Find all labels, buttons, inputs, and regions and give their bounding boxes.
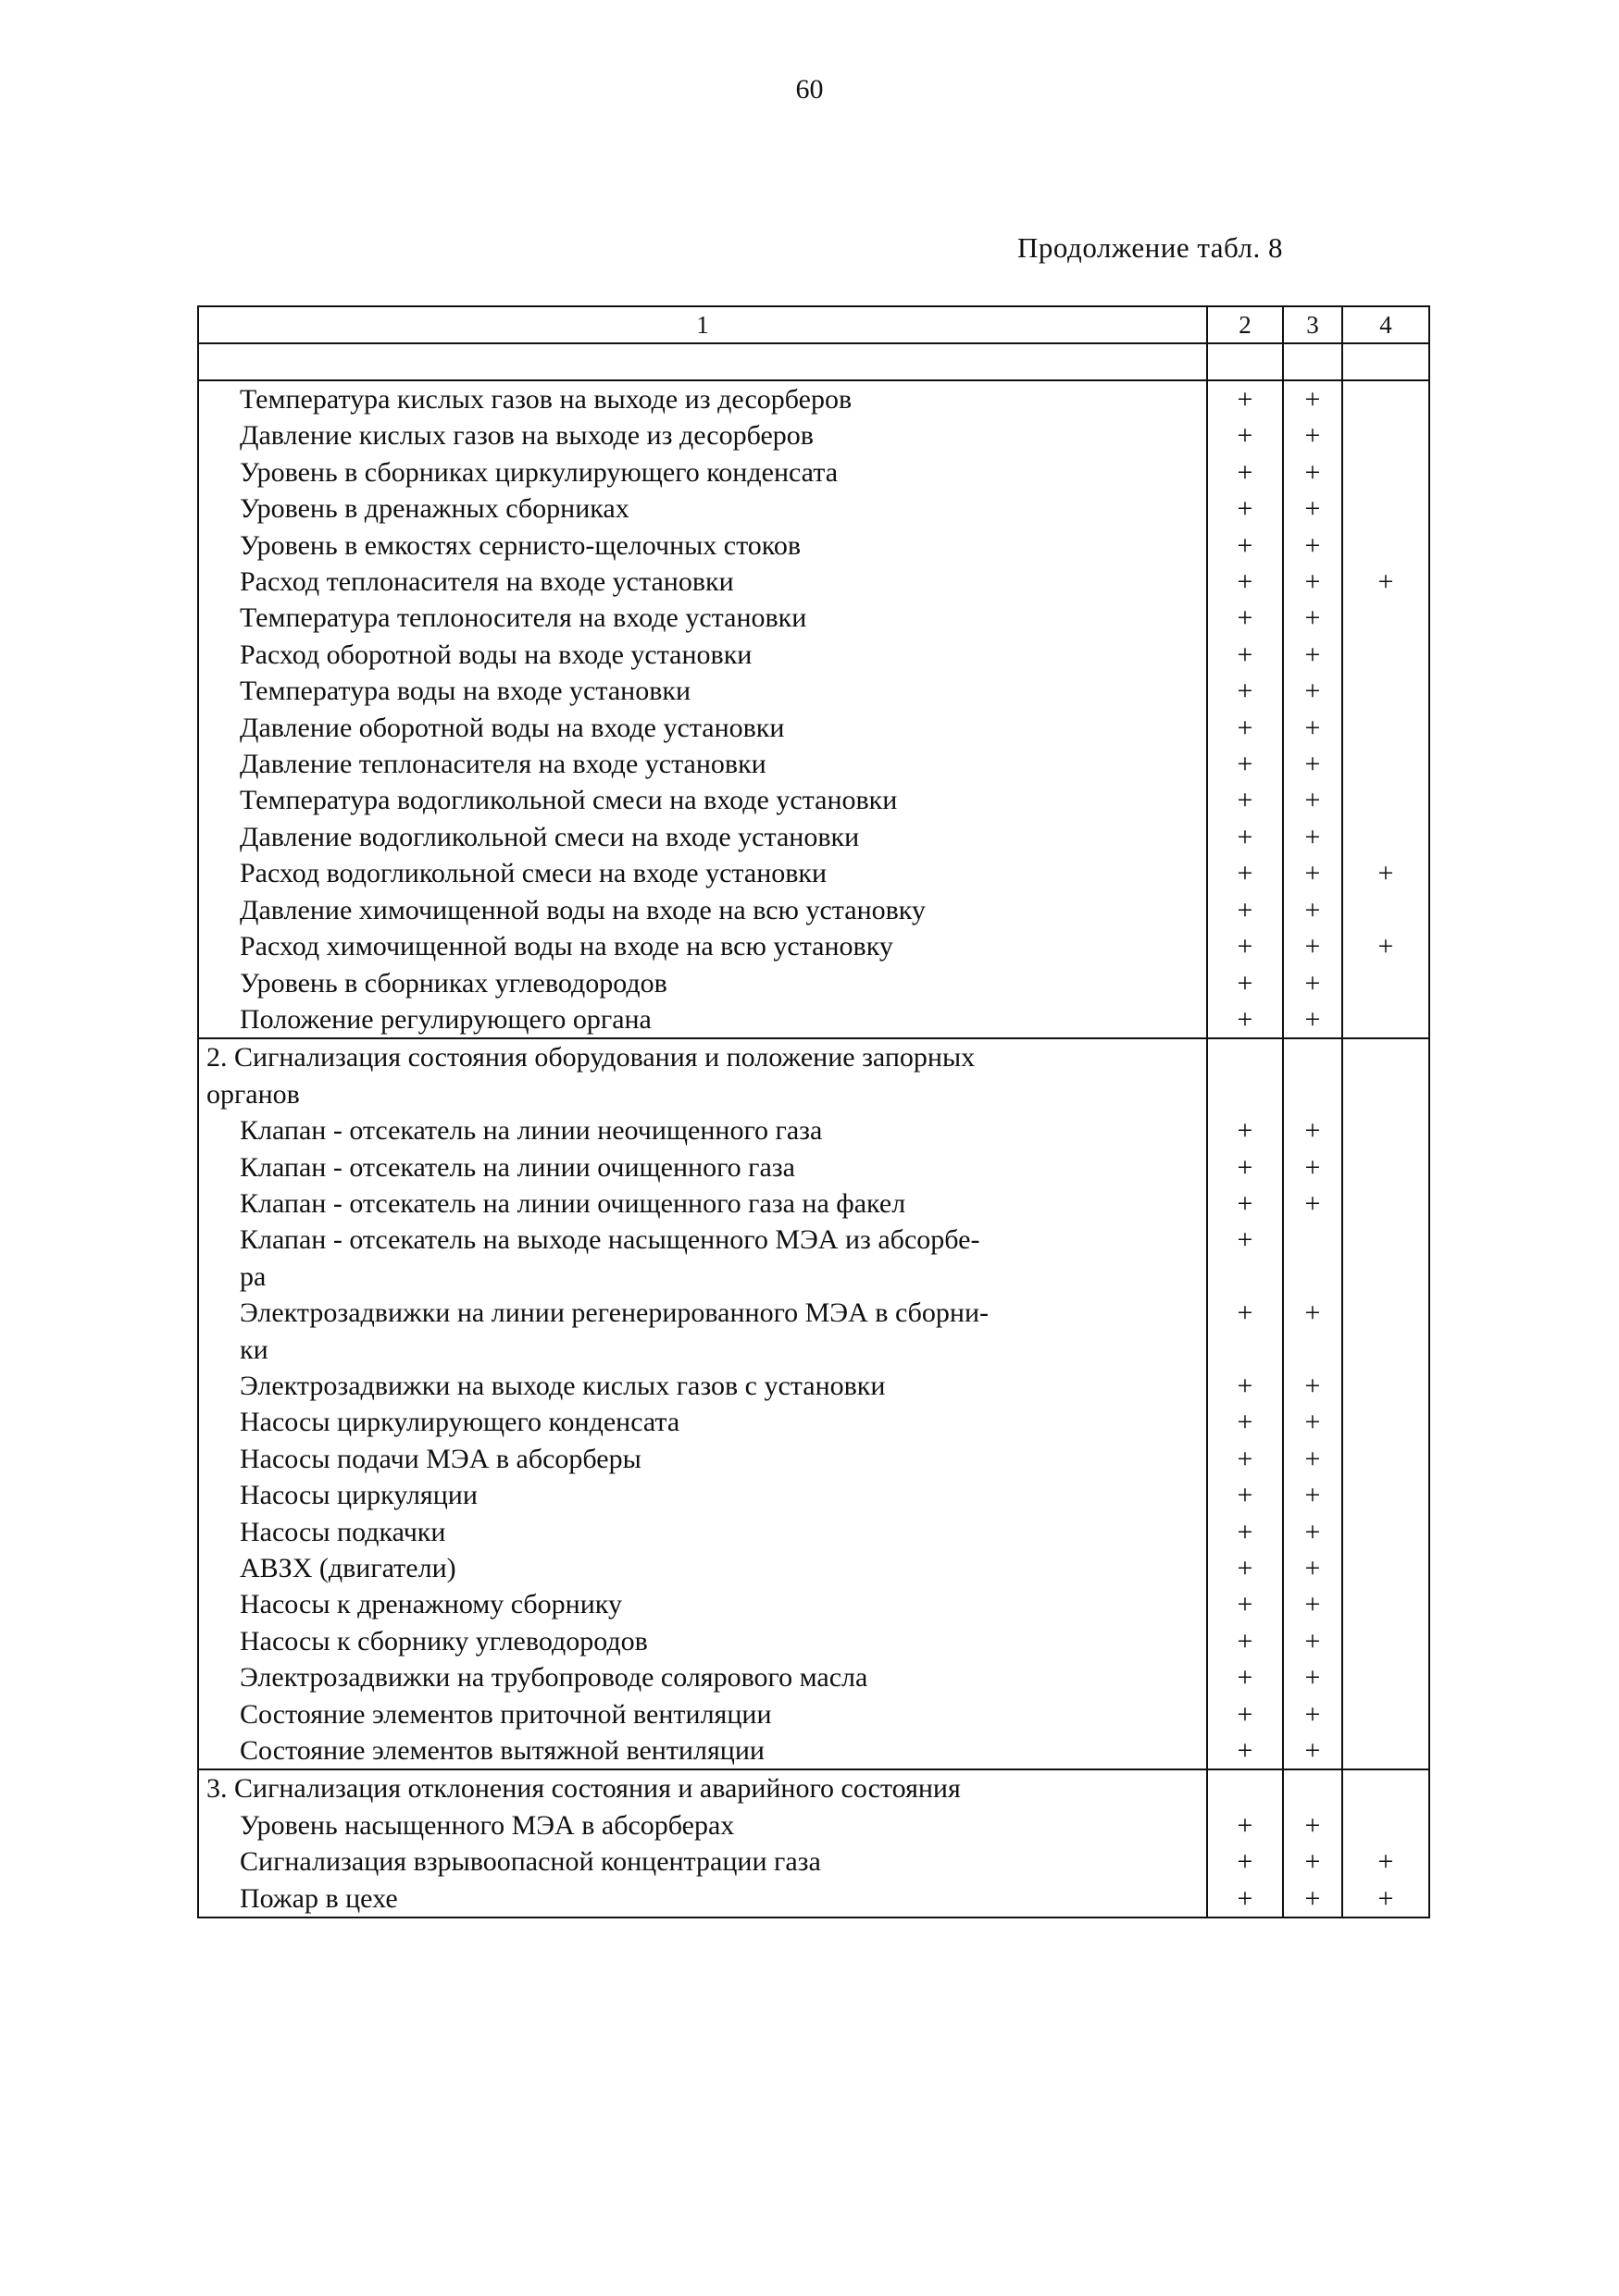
mark-col-2: + — [1207, 710, 1283, 746]
section-title: 3. Сигнализация отклонения состояния и аварийного состояния — [198, 1769, 1207, 1806]
mark-col-3: + — [1283, 673, 1342, 709]
mark-col-2: + — [1207, 1659, 1283, 1695]
mark-col-2: + — [1207, 637, 1283, 673]
mark-col-3: + — [1283, 417, 1342, 453]
parameter-name: Насосы к дренажному сборнику — [198, 1586, 1207, 1622]
mark-col-4 — [1342, 1001, 1429, 1038]
table-row — [198, 1441, 1429, 1477]
mark-col-3: + — [1283, 1477, 1342, 1513]
empty-cell — [1283, 1038, 1342, 1075]
parameter-name: Насосы подкачки — [198, 1514, 1207, 1550]
mark-col-3: + — [1283, 855, 1342, 891]
mark-col-3: + — [1283, 490, 1342, 527]
parameter-name: Уровень в дренажных сборниках — [198, 490, 1207, 527]
parameter-name: Уровень в сборниках углеводородов — [198, 965, 1207, 1001]
mark-col-3: + — [1283, 600, 1342, 636]
parameter-name: Давление химочищенной воды на входе на всю установку — [198, 892, 1207, 928]
parameter-name: Сигнализация взрывоопасной концентрации газа — [198, 1843, 1207, 1880]
mark-col-3: + — [1283, 1807, 1342, 1843]
mark-col-3: + — [1283, 527, 1342, 564]
parameter-name: Электрозадвижки на выходе кислых газов с установки — [198, 1368, 1207, 1404]
mark-col-3 — [1283, 1222, 1342, 1258]
mark-col-3: + — [1283, 564, 1342, 600]
header-row — [198, 306, 1429, 343]
table-row — [198, 1843, 1429, 1880]
table-row — [198, 637, 1429, 673]
table-row-continuation — [198, 1332, 1429, 1368]
mark-col-2: + — [1207, 1441, 1283, 1477]
mark-col-2: + — [1207, 965, 1283, 1001]
mark-col-4 — [1342, 1623, 1429, 1659]
table-row — [198, 564, 1429, 600]
empty-cell — [1342, 1038, 1429, 1075]
parameter-name: Насосы к сборнику углеводородов — [198, 1623, 1207, 1659]
mark-col-3: + — [1283, 892, 1342, 928]
mark-col-4 — [1342, 1732, 1429, 1769]
mark-col-4 — [1342, 454, 1429, 490]
mark-col-3: + — [1283, 1514, 1342, 1550]
table-row — [198, 892, 1429, 928]
mark-col-2: + — [1207, 1185, 1283, 1222]
section-title: 2. Сигнализация состояния оборудования и положение запорных — [198, 1038, 1207, 1075]
table-row — [198, 600, 1429, 636]
parameter-name: Клапан - отсекатель на линии очищенного газа на факел — [198, 1185, 1207, 1222]
mark-col-4 — [1342, 1404, 1429, 1440]
table-row — [198, 380, 1429, 417]
empty-cell — [1207, 1769, 1283, 1806]
blank-cell — [1207, 343, 1283, 380]
blank-row — [198, 343, 1429, 380]
table-row — [198, 1404, 1429, 1440]
mark-col-3: + — [1283, 746, 1342, 782]
table-row — [198, 782, 1429, 818]
parameter-name-continuation: ки — [198, 1332, 1207, 1368]
table-row — [198, 673, 1429, 709]
blank-cell — [1342, 343, 1429, 380]
mark-col-2: + — [1207, 1295, 1283, 1331]
parameter-name: Уровень насыщенного МЭА в абсорберах — [198, 1807, 1207, 1843]
empty-cell — [1283, 1259, 1342, 1295]
parameters-table — [197, 305, 1430, 1918]
mark-col-4 — [1342, 1222, 1429, 1258]
mark-col-2: + — [1207, 454, 1283, 490]
mark-col-2: + — [1207, 417, 1283, 453]
parameter-name: Состояние элементов вытяжной вентиляции — [198, 1732, 1207, 1769]
empty-cell — [1283, 1076, 1342, 1112]
table-row-continuation — [198, 1259, 1429, 1295]
table-row — [198, 1001, 1429, 1038]
table-row — [198, 417, 1429, 453]
parameter-name: Клапан - отсекатель на линии очищенного газа — [198, 1149, 1207, 1185]
table-row — [198, 1514, 1429, 1550]
mark-col-4 — [1342, 600, 1429, 636]
table-row — [198, 1623, 1429, 1659]
parameter-name: Давление водогликольной смеси на входе установки — [198, 819, 1207, 855]
table-row — [198, 1149, 1429, 1185]
mark-col-3: + — [1283, 1623, 1342, 1659]
mark-col-4 — [1342, 710, 1429, 746]
mark-col-2: + — [1207, 1623, 1283, 1659]
table-caption: Продолжение табл. 8 — [1017, 231, 1283, 264]
table-row — [198, 1368, 1429, 1404]
parameter-name: Положение регулирующего органа — [198, 1001, 1207, 1038]
parameter-name: Расход водогликольной смеси на входе установки — [198, 855, 1207, 891]
mark-col-3: + — [1283, 1441, 1342, 1477]
table-row — [198, 1222, 1429, 1258]
mark-col-4 — [1342, 1185, 1429, 1222]
parameter-name: Насосы циркулирующего конденсата — [198, 1404, 1207, 1440]
mark-col-2: + — [1207, 855, 1283, 891]
mark-col-2: + — [1207, 1843, 1283, 1880]
parameter-name: Клапан - отсекатель на линии неочищенного газа — [198, 1112, 1207, 1148]
mark-col-2: + — [1207, 1514, 1283, 1550]
blank-cell — [1283, 343, 1342, 380]
table-row — [198, 1112, 1429, 1148]
parameter-name: Клапан - отсекатель на выходе насыщенного МЭА из абсорбе- — [198, 1222, 1207, 1258]
mark-col-4 — [1342, 1441, 1429, 1477]
parameter-name: Температура теплоносителя на входе установки — [198, 600, 1207, 636]
parameter-name: Электрозадвижки на трубопроводе солярового масла — [198, 1659, 1207, 1695]
mark-col-2: + — [1207, 1732, 1283, 1769]
empty-cell — [1283, 1332, 1342, 1368]
mark-col-2: + — [1207, 1112, 1283, 1148]
page-number: 60 — [795, 74, 824, 105]
mark-col-2: + — [1207, 1404, 1283, 1440]
parameter-name: Давление кислых газов на выходе из десорберов — [198, 417, 1207, 453]
mark-col-2: + — [1207, 1586, 1283, 1622]
mark-col-3: + — [1283, 819, 1342, 855]
parameter-name: Насосы подачи МЭА в абсорберы — [198, 1441, 1207, 1477]
mark-col-4 — [1342, 1550, 1429, 1586]
empty-cell — [1342, 1076, 1429, 1112]
mark-col-4: + — [1342, 928, 1429, 964]
parameter-name: Уровень в сборниках циркулирующего конденсата — [198, 454, 1207, 490]
parameter-name: Уровень в емкостях сернисто-щелочных стоков — [198, 527, 1207, 564]
mark-col-2: + — [1207, 1001, 1283, 1038]
mark-col-2: + — [1207, 1222, 1283, 1258]
mark-col-4 — [1342, 637, 1429, 673]
parameter-name-continuation: ра — [198, 1259, 1207, 1295]
table-row — [198, 527, 1429, 564]
mark-col-4 — [1342, 1659, 1429, 1695]
mark-col-4: + — [1342, 855, 1429, 891]
mark-col-4 — [1342, 673, 1429, 709]
mark-col-4 — [1342, 490, 1429, 527]
mark-col-2: + — [1207, 746, 1283, 782]
mark-col-4 — [1342, 782, 1429, 818]
mark-col-2: + — [1207, 1696, 1283, 1732]
mark-col-2: + — [1207, 1149, 1283, 1185]
mark-col-4 — [1342, 1696, 1429, 1732]
parameter-name: Температура водогликольной смеси на входе установки — [198, 782, 1207, 818]
mark-col-2: + — [1207, 892, 1283, 928]
mark-col-3: + — [1283, 1404, 1342, 1440]
table-row — [198, 1477, 1429, 1513]
table-row — [198, 1659, 1429, 1695]
mark-col-4 — [1342, 1477, 1429, 1513]
mark-col-2: + — [1207, 1368, 1283, 1404]
mark-col-4 — [1342, 1586, 1429, 1622]
empty-cell — [1207, 1259, 1283, 1295]
parameter-name: Расход теплонасителя на входе установки — [198, 564, 1207, 600]
mark-col-3: + — [1283, 454, 1342, 490]
parameter-name: Давление оборотной воды на входе установки — [198, 710, 1207, 746]
blank-cell — [198, 343, 1207, 380]
table-row — [198, 1807, 1429, 1843]
mark-col-4 — [1342, 819, 1429, 855]
mark-col-3: + — [1283, 1368, 1342, 1404]
empty-cell — [1342, 1769, 1429, 1806]
mark-col-2: + — [1207, 1477, 1283, 1513]
mark-col-3: + — [1283, 1295, 1342, 1331]
mark-col-3: + — [1283, 965, 1342, 1001]
section-title: органов — [198, 1076, 1207, 1112]
mark-col-4 — [1342, 1807, 1429, 1843]
parameter-name: АВЗХ (двигатели) — [198, 1550, 1207, 1586]
empty-cell — [1342, 1332, 1429, 1368]
mark-col-2: + — [1207, 782, 1283, 818]
mark-col-2: + — [1207, 380, 1283, 417]
mark-col-2: + — [1207, 928, 1283, 964]
mark-col-3: + — [1283, 1880, 1342, 1917]
mark-col-3: + — [1283, 710, 1342, 746]
mark-col-3: + — [1283, 1185, 1342, 1222]
table-row — [198, 1696, 1429, 1732]
mark-col-4 — [1342, 1514, 1429, 1550]
mark-col-2: + — [1207, 490, 1283, 527]
empty-cell — [1207, 1038, 1283, 1075]
mark-col-4 — [1342, 1112, 1429, 1148]
mark-col-3: + — [1283, 637, 1342, 673]
table-row — [198, 746, 1429, 782]
parameter-name: Состояние элементов приточной вентиляции — [198, 1696, 1207, 1732]
table-row — [198, 1732, 1429, 1769]
empty-cell — [1207, 1076, 1283, 1112]
table-row — [198, 710, 1429, 746]
parameter-name: Температура кислых газов на выходе из десорберов — [198, 380, 1207, 417]
mark-col-2: + — [1207, 819, 1283, 855]
table-row — [198, 819, 1429, 855]
table-row — [198, 1550, 1429, 1586]
mark-col-2: + — [1207, 673, 1283, 709]
parameter-name: Электрозадвижки на линии регенерированного МЭА в сборни- — [198, 1295, 1207, 1331]
mark-col-3: + — [1283, 928, 1342, 964]
mark-col-3: + — [1283, 380, 1342, 417]
mark-col-4 — [1342, 527, 1429, 564]
mark-col-2: + — [1207, 600, 1283, 636]
mark-col-4 — [1342, 417, 1429, 453]
parameter-name: Расход оборотной воды на входе установки — [198, 637, 1207, 673]
mark-col-3: + — [1283, 1732, 1342, 1769]
section-title-row — [198, 1076, 1429, 1112]
mark-col-2: + — [1207, 527, 1283, 564]
mark-col-4: + — [1342, 1880, 1429, 1917]
section-title-row — [198, 1769, 1429, 1806]
mark-col-3: + — [1283, 1112, 1342, 1148]
mark-col-3: + — [1283, 782, 1342, 818]
table-row — [198, 1295, 1429, 1331]
header-col-3: 3 — [1283, 306, 1342, 343]
table-row — [198, 454, 1429, 490]
parameter-name: Давление теплонасителя на входе установки — [198, 746, 1207, 782]
table-row — [198, 490, 1429, 527]
mark-col-2: + — [1207, 1880, 1283, 1917]
parameter-name: Пожар в цехе — [198, 1880, 1207, 1917]
table-row — [198, 1586, 1429, 1622]
table-row — [198, 928, 1429, 964]
empty-cell — [1283, 1769, 1342, 1806]
mark-col-4 — [1342, 1295, 1429, 1331]
header-col-1: 1 — [198, 306, 1207, 343]
empty-cell — [1342, 1259, 1429, 1295]
mark-col-3: + — [1283, 1696, 1342, 1732]
mark-col-3: + — [1283, 1001, 1342, 1038]
table-row — [198, 1880, 1429, 1917]
mark-col-3: + — [1283, 1550, 1342, 1586]
mark-col-4 — [1342, 380, 1429, 417]
parameter-name: Температура воды на входе установки — [198, 673, 1207, 709]
parameter-name: Насосы циркуляции — [198, 1477, 1207, 1513]
mark-col-4: + — [1342, 564, 1429, 600]
mark-col-2: + — [1207, 1807, 1283, 1843]
mark-col-2: + — [1207, 1550, 1283, 1586]
mark-col-3: + — [1283, 1843, 1342, 1880]
empty-cell — [1207, 1332, 1283, 1368]
mark-col-4 — [1342, 746, 1429, 782]
mark-col-4: + — [1342, 1843, 1429, 1880]
mark-col-3: + — [1283, 1586, 1342, 1622]
table-row — [198, 1185, 1429, 1222]
mark-col-4 — [1342, 892, 1429, 928]
parameter-name: Расход химочищенной воды на входе на всю установку — [198, 928, 1207, 964]
header-col-4: 4 — [1342, 306, 1429, 343]
header-col-2: 2 — [1207, 306, 1283, 343]
mark-col-3: + — [1283, 1149, 1342, 1185]
section-title-row — [198, 1038, 1429, 1075]
table-row — [198, 965, 1429, 1001]
mark-col-3: + — [1283, 1659, 1342, 1695]
table-row — [198, 855, 1429, 891]
mark-col-4 — [1342, 1149, 1429, 1185]
mark-col-2: + — [1207, 564, 1283, 600]
mark-col-4 — [1342, 1368, 1429, 1404]
mark-col-4 — [1342, 965, 1429, 1001]
